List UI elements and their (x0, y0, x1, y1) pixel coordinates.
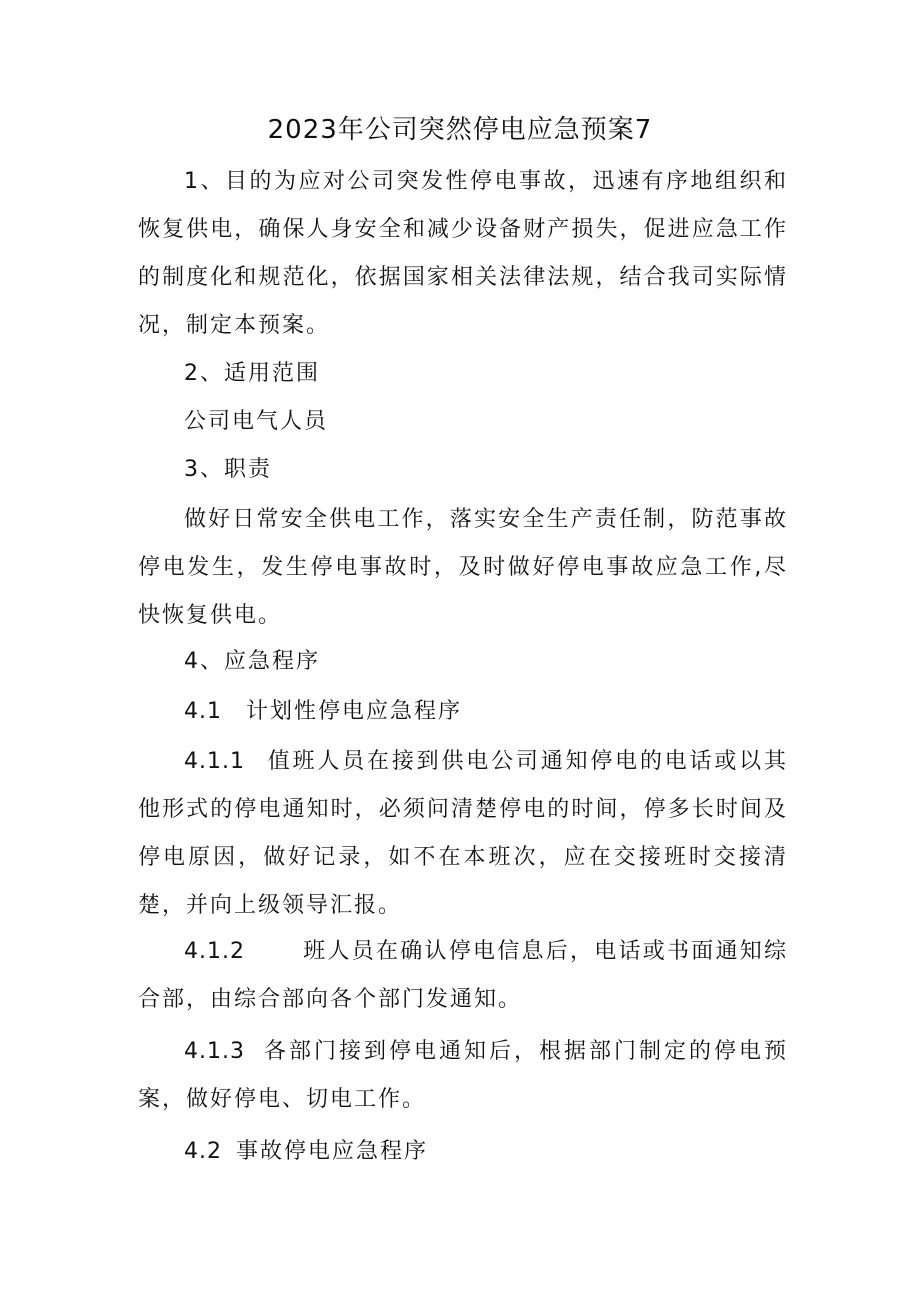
section-number: 4.1.2 (184, 939, 245, 964)
section-text: 各部门接到停电通知后，根据部门制定的停电预案，做好停电、切电工作。 (138, 1039, 788, 1112)
paragraph-duties: 做好日常安全供电工作，落实安全生产责任制，防范事故停电发生，发生停电事故时，及时做好停电事故应急工作,尽快恢复供电。 (138, 507, 788, 628)
section-text: 事故停电应急程序 (236, 1139, 429, 1164)
heading-duties: 3、职责 (184, 457, 272, 482)
heading-accident-outage (138, 1128, 788, 1176)
paragraph-4-1-2 (138, 928, 788, 1024)
section-number: 4.1 (184, 699, 222, 724)
section-text: 值班人员在接到供电公司通知停电的电话或以其他形式的停电通知时，必须问清楚停电的时间，停多长时间及停电原因，做好记录，如不在本班次，应在交接班时交接清楚，并向上级领导汇报。 (138, 749, 788, 918)
section-text: 班人员在确认停电信息后，电话或书面通知综合部，由综合部向各个部门发通知。 (138, 939, 788, 1012)
section-number: 4.1.1 (184, 749, 245, 774)
paragraph-scope: 公司电气人员 (184, 409, 329, 434)
paragraph-purpose: 1、目的为应对公司突发性停电事故，迅速有序地组织和恢复供电，确保人身安全和减少设备财产损失，促进应急工作的制度化和规范化，依据国家相关法律法规，结合我司实际情况，制定本预案。 (138, 169, 788, 338)
section-text: 计划性停电应急程序 (246, 699, 463, 724)
section-number: 4.2 (184, 1139, 222, 1164)
heading-scope: 2、适用范围 (184, 361, 320, 386)
heading-procedure: 4、应急程序 (184, 649, 320, 674)
heading-planned-outage (138, 688, 788, 736)
paragraph-4-1-1 (138, 738, 788, 930)
section-number: 4.1.3 (184, 1039, 245, 1064)
paragraph-4-1-3 (138, 1028, 788, 1124)
document-title: 2023年公司突然停电应急预案7 (267, 115, 653, 145)
